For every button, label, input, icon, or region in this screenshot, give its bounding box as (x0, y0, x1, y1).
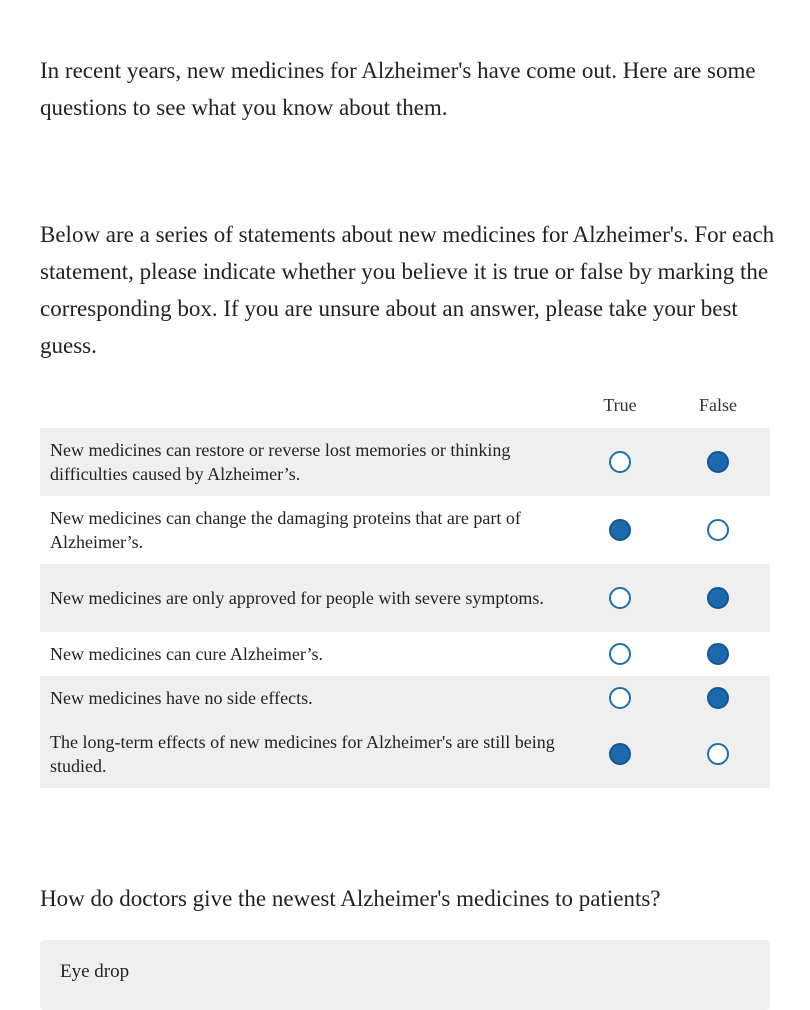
statement-text: New medicines can restore or reverse lost memories or thinking difficulties caused by Alzheimer’s. (50, 440, 511, 484)
radio-true[interactable] (609, 687, 631, 709)
radio-false[interactable] (707, 587, 729, 609)
answer-option-eye-drop[interactable]: Eye drop (40, 940, 770, 1010)
radio-true[interactable] (609, 743, 631, 765)
statement-text: New medicines have no side effects. (50, 688, 313, 708)
true-false-matrix (40, 388, 770, 788)
question-2-text: How do doctors give the newest Alzheimer's medicines to patients? (40, 886, 661, 911)
statement-text: New medicines can cure Alzheimer’s. (50, 644, 324, 664)
radio-true[interactable] (609, 519, 631, 541)
radio-false[interactable] (707, 743, 729, 765)
matrix-row-restore-memories (40, 428, 770, 496)
radio-true[interactable] (609, 451, 631, 473)
matrix-row-cure (40, 632, 770, 676)
radio-false[interactable] (707, 451, 729, 473)
column-header-true: True (603, 395, 637, 415)
statement-text: New medicines are only approved for people with severe symptoms. (50, 588, 544, 608)
matrix-row-change-proteins (40, 496, 770, 564)
matrix-row-severe-symptoms (40, 564, 770, 632)
radio-false[interactable] (707, 519, 729, 541)
intro-text: In recent years, new medicines for Alzheimer's have come out. Here are some questions to see what you know about them. (40, 58, 756, 120)
radio-false[interactable] (707, 687, 729, 709)
matrix-row-side-effects (40, 676, 770, 720)
radio-true[interactable] (609, 587, 631, 609)
statement-text: The long-term effects of new medicines for Alzheimer's are still being studied. (50, 732, 555, 776)
radio-true[interactable] (609, 643, 631, 665)
column-header-false: False (699, 395, 737, 415)
radio-false[interactable] (707, 643, 729, 665)
instructions-text: Below are a series of statements about new medicines for Alzheimer's. For each statement, please indicate whether you believe it is true or false by marking the corresponding box. If you are unsure about an answer, please take your best guess. (40, 222, 775, 358)
matrix-row-long-term-effects (40, 720, 770, 788)
matrix-column-headers (40, 388, 770, 428)
statement-text: New medicines can change the damaging proteins that are part of Alzheimer’s. (50, 508, 521, 552)
